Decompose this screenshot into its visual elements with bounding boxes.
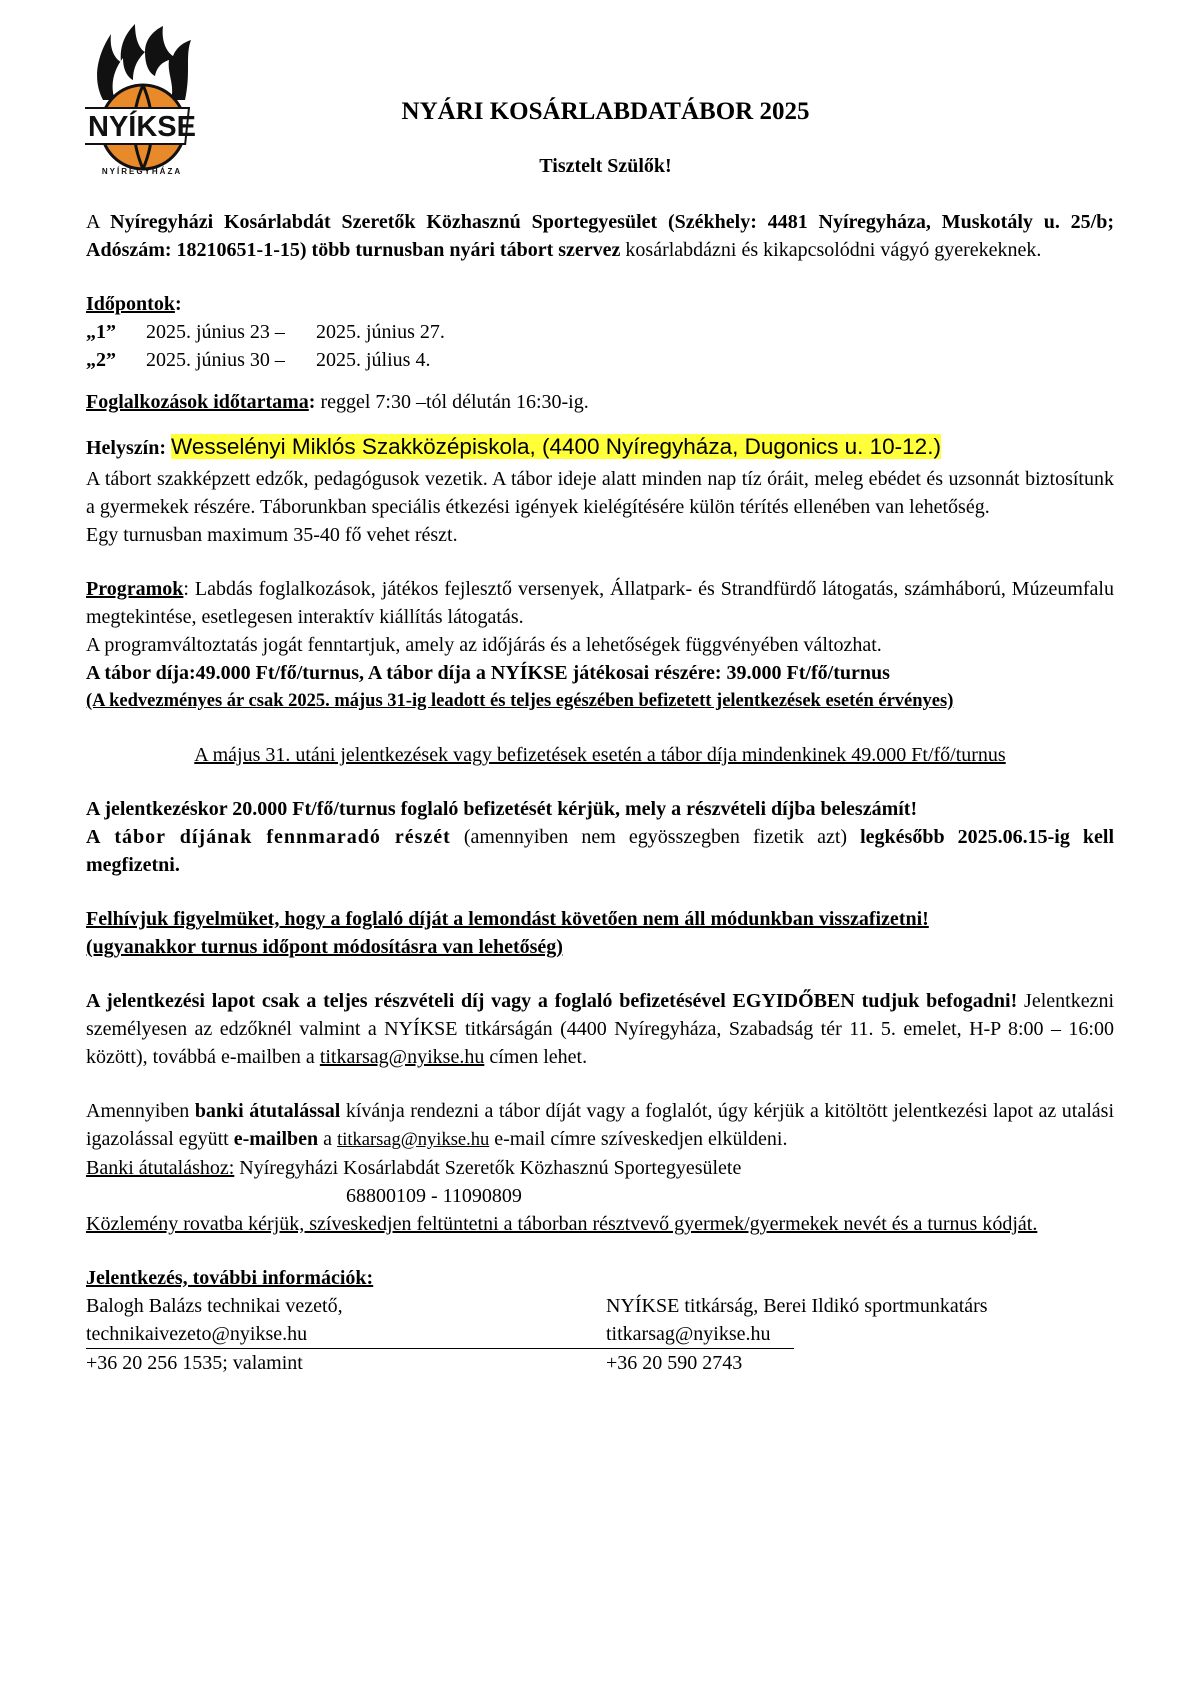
secretariat-email-link[interactable]: titkarsag@nyikse.hu xyxy=(319,1046,485,1068)
location-highlight: Wesselényi Miklós Szakközépiskola, (4400 Nyíregyháza, Dugonics u. 10-12.) xyxy=(171,434,941,459)
date-row-2: „2” 2025. június 30 – 2025. július 4. xyxy=(86,349,431,371)
contact-right-phone: +36 20 590 2743 xyxy=(606,1352,743,1374)
remaining-fee: A tábor díjának fennmaradó részét (amennyiben nem egyösszegben fizetik azt) legkésőbb 2025.06.15-ig kell megfizetni. xyxy=(86,826,1115,876)
intro-paragraph: A Nyíregyházi Kosárlabdát Szeretők Közhasznú Sportegyesület (Székhely: 4481 Nyíregyháza, Muskotály u. 25/b; Adószám: 18210651-1-15) több turnusban nyári tábort szervez kosárlabdázni és kikapcsolódni vágyó gyerekeknek. xyxy=(86,211,1114,261)
date-row-1: „1” 2025. június 23 – 2025. június 27. xyxy=(86,321,445,343)
page-title: NYÁRI KOSÁRLABDATÁBOR 2025 xyxy=(401,98,810,125)
location-line: Helyszín: Wesselényi Miklós Szakközépiskola, (4400 Nyíregyháza, Dugonics u. 10-12.) xyxy=(86,434,941,459)
duration-line: Foglalkozások időtartama: reggel 7:30 –tól délután 16:30-ig. xyxy=(86,391,589,413)
contact-right-name: NYÍKSE titkárság, Berei Ildikó sportmunkatárs xyxy=(606,1295,988,1317)
refund-warning: Felhívjuk figyelmüket, hogy a foglaló díját a lemondást követően nem áll módunkban visszafizetni! xyxy=(86,908,929,930)
contacts-heading: Jelentkezés, további információk: xyxy=(86,1267,374,1289)
logo-subtext: NYÍREGYHÁZA xyxy=(101,167,183,176)
bank-account: 68800109 - 11090809 xyxy=(346,1185,522,1207)
contacts-emails xyxy=(86,1320,1114,1349)
logo-text: NYÍKSE xyxy=(88,111,196,143)
contacts-phones xyxy=(86,1349,1114,1377)
contact-left-phone: +36 20 256 1535; valamint xyxy=(86,1352,303,1374)
programs-paragraph: Programok: Labdás foglalkozások, játékos fejlesztő versenyek, Állatpark- és Strandfürdő látogatás, számháború, Múzeumfalu megtekintése, esetlegesen interaktív kiállítás látogatás. xyxy=(86,578,1114,628)
contact-left-email[interactable]: technikaivezeto@nyikse.hu xyxy=(86,1320,606,1349)
contact-right-email[interactable]: titkarsag@nyikse.hu xyxy=(606,1320,794,1349)
contact-left-name: Balogh Balázs technikai vezető, xyxy=(86,1295,343,1317)
document-body xyxy=(86,208,1114,1377)
bank-recipient: Banki átutaláshoz: Nyíregyházi Kosárlabdát Szeretők Közhasznú Sportegyesülete xyxy=(86,1157,742,1179)
registration-paragraph: A jelentkezési lapot csak a teljes részvételi díj vagy a foglaló befizetésével EGYIDŐBEN tudjuk befogadni! Jelentkezni személyesen az edzőknél valmint a NYÍKSE titkárságán (4400 Nyíregyháza, Szabadság tér 11. 5. emelet, H-P 8:00 – 16:00 között), továbbá e-mailben a titkarsag@nyikse.hu címen lehet. xyxy=(86,990,1115,1068)
rebooking-note: (ugyanakkor turnus időpont módosításra van lehetőség) xyxy=(86,936,563,958)
capacity-line: Egy turnusban maximum 35-40 fő vehet részt. xyxy=(86,524,458,546)
deposit-line: A jelentkezéskor 20.000 Ft/fő/turnus foglaló befizetését kérjük, mely a részvételi díjba beleszámít! xyxy=(86,798,918,820)
discount-note: (A kedvezményes ár csak 2025. május 31-ig leadott és teljes egészében befizetett jelentkezések esetén érvényes) xyxy=(86,691,954,711)
salutation: Tisztelt Szülők! xyxy=(539,155,672,177)
dates-heading: Időpontok: xyxy=(86,293,182,315)
transfer-note: Közlemény rovatba kérjük, szíveskedjen feltüntetni a táborban résztvevő gyermek/gyermekek nevét és a turnus kódját. xyxy=(86,1213,1038,1235)
bank-email-link[interactable]: titkarsag@nyikse.hu xyxy=(337,1130,490,1150)
contacts-names xyxy=(86,1292,1114,1320)
program-change-note: A programváltoztatás jogát fenntartjuk, amely az időjárás és a lehetőségek függvényében változhat. xyxy=(86,634,882,656)
bank-transfer-paragraph: Amennyiben banki átutalással kívánja rendezni a tábor díját vagy a foglalót, úgy kérjük a kitöltött jelentkezési lapot az utalási igazolással együtt e-mailben a titkarsag@nyikse.hu e-mail címre szíveskedjen elküldeni. xyxy=(86,1100,1115,1150)
late-fee-note: A május 31. utáni jelentkezések vagy befizetések esetén a tábor díja mindenkinek 49.000 Ft/fő/turnus xyxy=(194,744,1006,766)
fee-line: A tábor díja:49.000 Ft/fő/turnus, A tábor díja a NYÍKSE játékosai részére: 39.000 Ft/fő/turnus xyxy=(86,662,890,684)
camp-info: A tábort szakképzett edzők, pedagógusok vezetik. A tábor ideje alatt minden nap tíz óráit, meleg ebédet és uzsonnát biztosítunk a gyermekek részére. Táborunkban speciális étkezési igények kielégítésére külön térítés ellenében van lehetőség. xyxy=(86,468,1114,518)
